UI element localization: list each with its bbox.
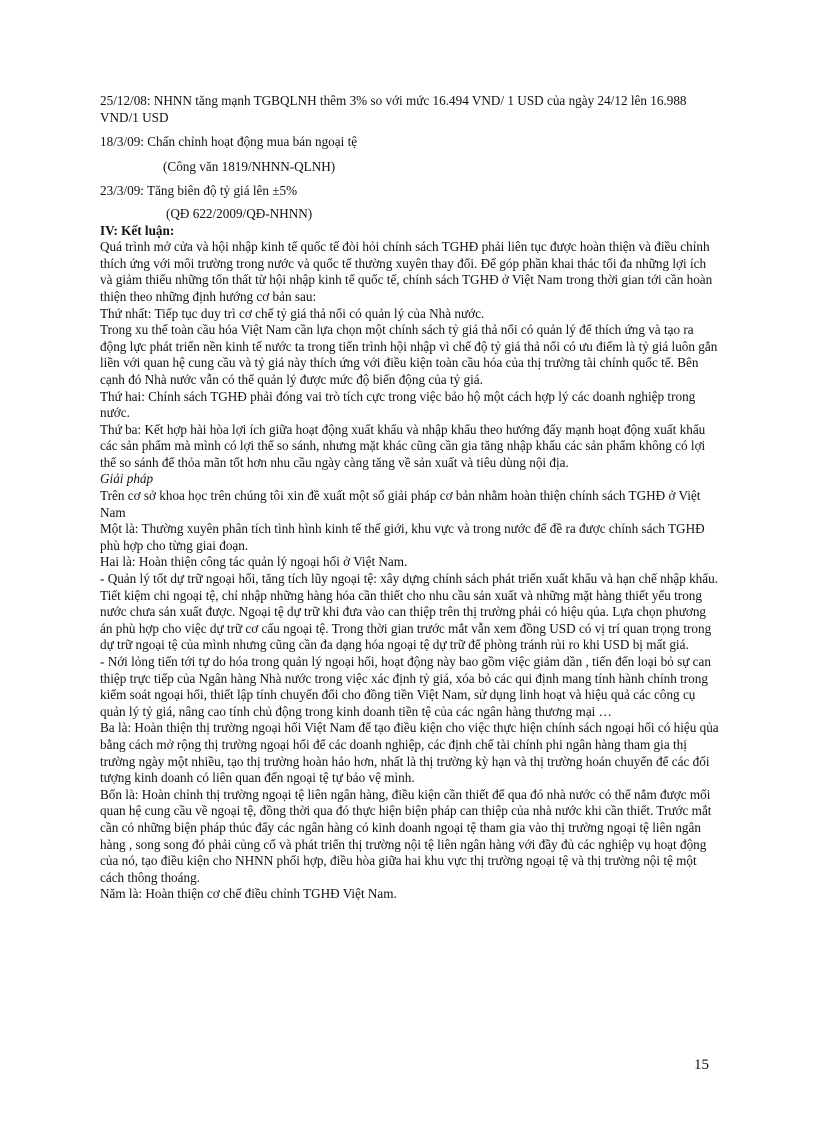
conclusion-paragraph: Quá trình mở cửa và hội nhập kinh tế quốc tế đòi hỏi chính sách TGHĐ phải liên tục được hoàn thiện và điều chỉnh thích ứng với môi trường trong nước và quốc tế thường xuyên thay đổi. Để góp phần khai thác tối đa những lợi ích và giảm thiểu những tổn thất từ hội nhập kinh tế quốc tế, chính sách TGHĐ ở Việt Nam trong thời gian tới cần hoàn thiện theo những định hướng cơ bản sau:	[100, 239, 713, 304]
section-heading-conclusion: IV: Kết luận:	[100, 222, 175, 238]
solution-paragraph: Năm là: Hoàn thiện cơ chế điều chỉnh TGHĐ Việt Nam.	[100, 886, 397, 902]
page-content	[100, 93, 720, 903]
conclusion-paragraph: Trong xu thế toàn cầu hóa Việt Nam cần lựa chọn một chính sách tỷ giá thả nổi có quản lý để thích ứng và tạo ra động lực phát triển nền kinh tế nước ta trong tiến trình hội nhập vì chế độ tỷ giá thả nổi có ưu điểm là tỷ giá luôn gắn liền với quan hệ cung cầu và tỷ giá này thích ứng với điều kiện toàn cầu hóa của thị trường tài chính quốc tế. Bên cạnh đó Nhà nước vẫn có thể quản lý được mức độ biến động của tỷ giá.	[100, 322, 718, 387]
subheading-solutions: Giải pháp	[100, 471, 154, 487]
timeline-entry-251208: 25/12/08: NHNN tăng mạnh TGBQLNH thêm 3% so với mức 16.494 VND/ 1 USD của ngày 24/12 lên 16.988 VND/1 USD	[100, 93, 687, 125]
solution-bullet: - Quản lý tốt dự trữ ngoại hối, tăng tích lũy ngoại tệ: xây dựng chính sách phát triển xuất khẩu và hạn chế nhập khẩu. Tiết kiệm chi ngoại tệ, chỉ nhập những hàng hóa cần thiết cho nhu cầu sản xuất và những mặt hàng thiết yếu trong nước chưa sản xuất được. Ngoại tệ dự trữ khi đưa vào can thiệp trên thị trường phải có hiệu qủa. Lựa chọn phương án phù hợp cho việc dự trữ cơ cấu ngoại tệ. Trong thời gian trước mắt vẫn xem đồng USD có vị trí quan trọng trong dự trữ ngoại tệ của mình nhưng cũng cần đa dạng hóa ngoại tệ dự trữ để phòng tránh rủi ro khi USD bị mất giá.	[100, 571, 719, 653]
solution-paragraph: Bốn là: Hoàn chỉnh thị trường ngoại tệ liên ngân hàng, điều kiện cần thiết để qua đó nhà nước có thể nắm được mối quan hệ cung cầu về ngoại tệ, đồng thời qua đó thực hiện biện pháp can thiệp của nhà nước khi cần thiết. Trước mắt cần có những biện pháp thúc đẩy các ngân hàng có kinh doanh ngoại tệ tham gia vào thị trường ngoại tệ liên ngân hàng , song song đó phải củng cố và phát triển thị trường nội tệ liên ngân hàng với đầy đủ các nghiệp vụ hoạt động của nó, tạo điều kiện cho NHNN phối hợp, điều hòa giữa hai khu vực thị trường ngoại tệ và thị trường nội tệ một cách thông thoáng.	[100, 786, 712, 885]
timeline-reference-622: (QĐ 622/2009/QĐ-NHNN)	[166, 205, 313, 221]
conclusion-paragraph: Thứ nhất: Tiếp tục duy trì cơ chế tỷ giá thả nổi có quản lý của Nhà nước.	[100, 305, 485, 321]
solution-paragraph: Một là: Thường xuyên phân tích tình hình kinh tế thế giới, khu vực và trong nước để đề ra được chính sách TGHĐ phù hợp cho từng giai đoạn.	[100, 521, 705, 553]
solution-paragraph: Ba là: Hoàn thiện thị trường ngoại hối Việt Nam để tạo điều kiện cho việc thực hiện chính sách ngoại hối có hiệu qủa bằng cách mở rộng thị trường ngoại hối để các doanh nghiệp, các định chế tài chính phi ngân hàng tham gia thị trường ngày một nhiều, tạo thị trường hoàn hảo hơn, nhất là thị trường kỳ hạn và thị trường hoán chuyển để các đối tượng kinh doanh có liên quan đến ngoại tệ tự bảo vệ mình.	[100, 720, 719, 786]
timeline-entry-230309: 23/3/09: Tăng biên độ tỷ giá lên ±5%	[100, 183, 298, 199]
conclusion-paragraph: Thứ hai: Chính sách TGHĐ phải đóng vai trò tích cực trong việc bảo hộ một cách hợp lý các doanh nghiệp trong nước.	[100, 388, 696, 421]
timeline-reference-1819: (Công văn 1819/NHNN-QLNH)	[163, 158, 336, 174]
timeline-entry-180309: 18/3/09: Chấn chỉnh hoạt động mua bán ngoại tệ	[100, 134, 358, 150]
solution-paragraph: Trên cơ sở khoa học trên chúng tôi xin đề xuất một số giải pháp cơ bản nhằm hoàn thiện chính sách TGHĐ ở Việt Nam	[100, 488, 701, 520]
conclusion-paragraph: Thứ ba: Kết hợp hài hòa lợi ích giữa hoạt động xuất khẩu và nhập khẩu theo hướng đẩy mạnh hoạt động xuất khẩu các sản phẩm mà mình có lợi thế so sánh, nhưng mặt khác cũng cần gia tăng nhập khẩu các sản phẩm không có lợi thế so sánh để thỏa mãn tốt hơn nhu cầu ngày càng tăng về sản xuất và tiêu dùng nội địa.	[100, 421, 706, 470]
solution-bullet: - Nới lỏng tiến tới tự do hóa trong quản lý ngoại hối, hoạt động này bao gồm việc giảm dần , tiến đến loại bỏ sự can thiệp trực tiếp của Ngân hàng Nhà nước trong việc xác định tỷ giá, xóa bỏ các qui định mang tính hành chính trong kiểm soát ngoại hối, thiết lập tính chuyển đổi cho đồng tiền Việt Nam, sử dụng linh hoạt và hiệu quả các công cụ quản lý tỷ giá, nâng cao tính chủ động trong kinh doanh tiền tệ của các ngân hàng thương mại …	[100, 654, 711, 719]
page-number: 15	[694, 1057, 709, 1073]
solution-paragraph: Hai là: Hoàn thiện công tác quản lý ngoại hối ở Việt Nam.	[100, 554, 408, 570]
